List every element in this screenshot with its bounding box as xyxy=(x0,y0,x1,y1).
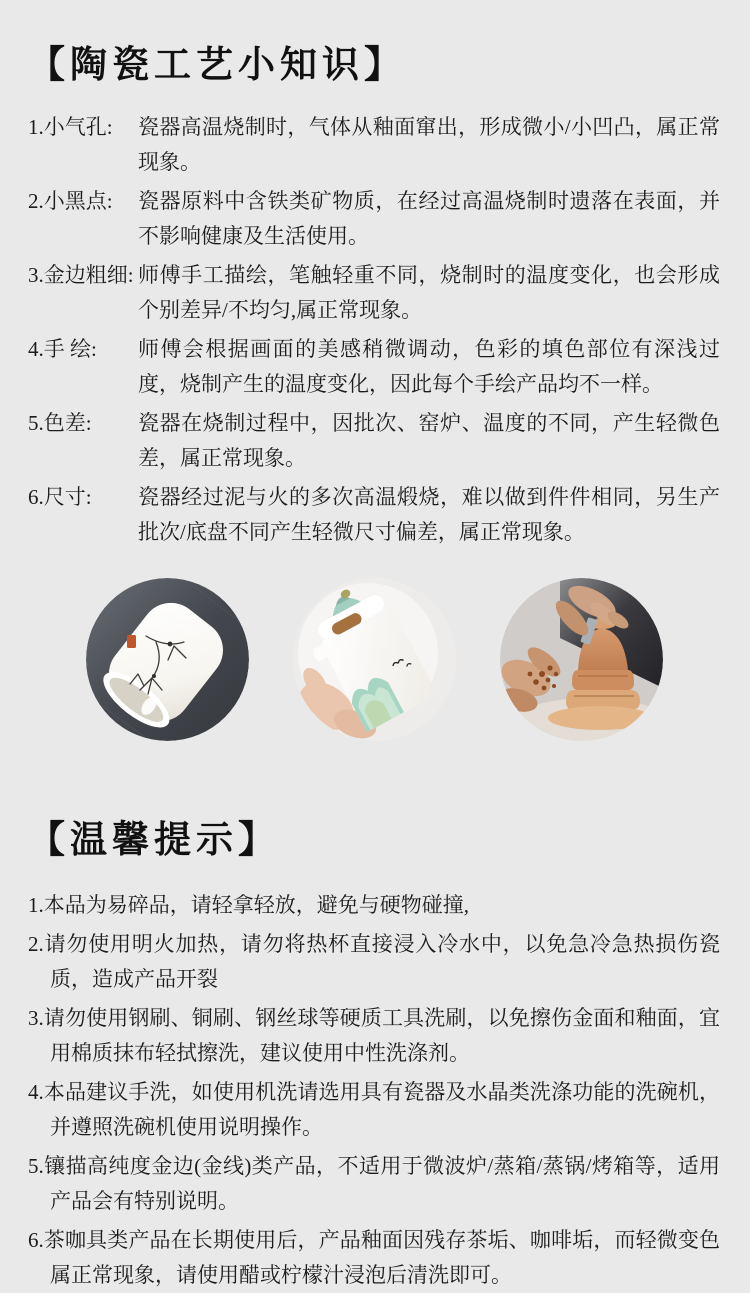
item-text: 师傅手工描绘，笔触轻重不同，烧制时的温度变化，也会形成个别差异/不均匀,属正常现象。 xyxy=(138,263,720,323)
photo-row xyxy=(28,578,720,741)
tea-canister-image xyxy=(293,578,456,741)
item-text: 瓷器经过泥与火的多次高温煅烧，难以做到件件相同，另生产批次/底盘不同产生轻微尺寸偏差，属正常现象。 xyxy=(138,485,720,545)
tip-hand-wash: 4.本品建议手洗，如使用机洗请选用具有瓷器及水晶类洗涤功能的洗碗机，并遵照洗碗机使用说明操作。 xyxy=(28,1079,720,1139)
knowledge-item-blackdot xyxy=(28,184,720,254)
knowledge-item-goldrim xyxy=(28,258,720,328)
knowledge-item-handpaint xyxy=(28,332,720,402)
tip-tea-stain: 6.茶咖具类产品在长期使用后，产品釉面因残存茶垢、咖啡垢，而轻微变色属正常现象，请使用醋或柠檬汁浸泡后清洗即可。 xyxy=(28,1227,720,1287)
item-label: 2.小黑点: xyxy=(28,189,113,214)
tip-no-steel-brush: 3.请勿使用钢刷、铜刷、钢丝球等硬质工具洗刷，以免擦伤金面和釉面，宜用棉质抹布轻拭擦洗，建议使用中性洗涤剂。 xyxy=(28,1005,720,1065)
knowledge-item-pinhole xyxy=(28,110,720,180)
item-label: 5.色差: xyxy=(28,411,92,436)
item-label: 6.尺寸: xyxy=(28,485,92,510)
tip-fragile: 1.本品为易碎品，请轻拿轻放，避免与硬物碰撞, xyxy=(28,892,469,917)
tip-no-open-flame: 2.请勿使用明火加热，请勿将热杯直接浸入冷水中，以免急冷急热损伤瓷质，造成产品开裂 xyxy=(28,931,720,991)
item-text: 瓷器原料中含铁类矿物质，在经过高温烧制时遗落在表面，并不影响健康及生活使用。 xyxy=(138,189,720,249)
section-knowledge xyxy=(28,44,720,550)
pottery-trimming-image xyxy=(500,578,663,741)
photo-tea-canister xyxy=(293,578,456,741)
section-tips xyxy=(28,819,720,1292)
photo-painted-cup xyxy=(86,578,249,741)
item-text: 瓷器高温烧制时，气体从釉面窜出，形成微小/小凹凸，属正常现象。 xyxy=(138,115,720,175)
item-text: 师傅会根据画面的美感稍微调动，色彩的填色部位有深浅过度，烧制产生的温度变化，因此每个手绘产品均不一样。 xyxy=(138,337,720,397)
tips-list xyxy=(28,888,720,1293)
item-label: 1.小气孔: xyxy=(28,115,113,140)
item-label: 4.手 绘: xyxy=(28,337,97,362)
knowledge-list xyxy=(28,110,720,550)
knowledge-item-size xyxy=(28,480,720,550)
item-label: 3.金边粗细: xyxy=(28,263,134,288)
knowledge-title: 【陶瓷工艺小知识】 xyxy=(28,45,406,86)
item-text: 瓷器在烧制过程中，因批次、窑炉、温度的不同，产生轻微色差，属正常现象。 xyxy=(138,411,720,471)
tips-title: 【温馨提示】 xyxy=(28,820,280,862)
painted-cup-image xyxy=(86,578,249,741)
knowledge-item-colordiff xyxy=(28,406,720,476)
photo-pottery-trimming xyxy=(500,578,663,741)
tip-gold-rim: 5.镶描高纯度金边(金线)类产品，不适用于微波炉/蒸箱/蒸锅/烤箱等，适用产品会有特别说明。 xyxy=(28,1153,720,1213)
